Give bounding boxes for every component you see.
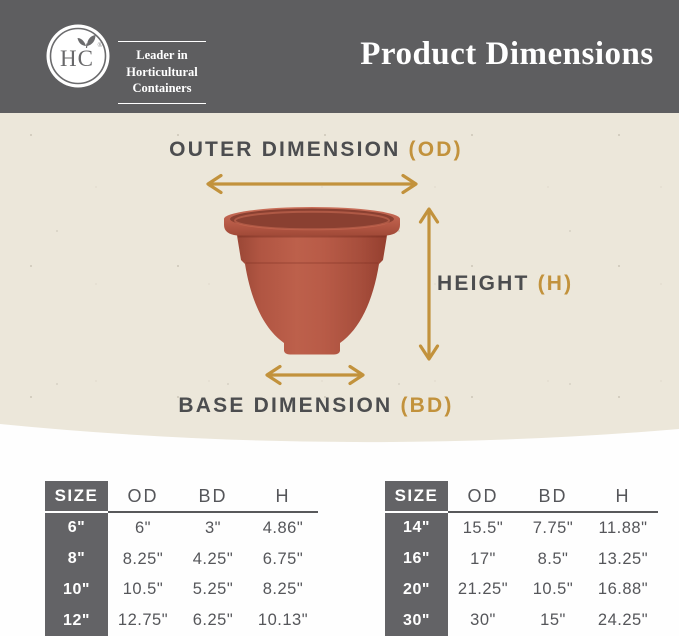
section-curve-divider (0, 421, 679, 445)
dimension-value: 10.5" (122, 580, 164, 599)
dimension-value: 10.5" (532, 580, 574, 599)
height-text: HEIGHT (437, 272, 530, 295)
dimension-value: 10.13" (257, 611, 309, 630)
table-header-row (45, 481, 318, 512)
dimension-value: 13.25" (597, 549, 649, 568)
dimension-value: 6.25" (192, 611, 234, 630)
dimension-value: 21.25" (457, 580, 509, 599)
dimension-value: 5.25" (192, 580, 234, 599)
column-header: H (248, 481, 318, 512)
hc-logo (46, 24, 110, 88)
dimension-value: 8.5" (537, 549, 569, 568)
outer-dimension-label (0, 138, 632, 162)
size-table-large (385, 481, 658, 636)
registered-mark: ® (97, 42, 103, 49)
base-dimension-abbr: (BD) (400, 394, 454, 417)
dimension-value: 12.75" (117, 611, 169, 630)
planter-pot-illustration (222, 204, 402, 360)
dimension-value: 4.25" (192, 549, 234, 568)
table-row (385, 605, 658, 636)
size-value: 8" (45, 544, 108, 575)
table-row (45, 605, 318, 636)
column-header: BD (518, 481, 588, 512)
size-table-small (45, 481, 318, 636)
size-value: 14" (385, 512, 448, 544)
size-column-header: SIZE (45, 481, 108, 512)
logo-tagline (118, 41, 206, 104)
tagline-line-3: Containers (132, 81, 192, 95)
base-dimension-text: BASE DIMENSION (178, 394, 393, 417)
column-header: BD (178, 481, 248, 512)
column-header: OD (108, 481, 178, 512)
size-value: 20" (385, 575, 448, 606)
dimension-value: 30" (470, 611, 496, 630)
table-row (385, 512, 658, 544)
dimension-value: 15.5" (462, 518, 504, 537)
table-row (45, 544, 318, 575)
height-label (437, 272, 637, 296)
dimension-diagram (0, 113, 679, 445)
dimension-value: 15" (540, 611, 566, 630)
table-row (45, 512, 318, 544)
page-title: Product Dimensions (360, 36, 654, 72)
outer-dimension-arrow (204, 172, 420, 196)
dimension-value: 8.25" (262, 580, 304, 599)
height-abbr: (H) (537, 272, 574, 295)
dimension-value: 6" (134, 518, 152, 537)
tagline-line-2: Horticultural (126, 64, 198, 79)
height-arrow (417, 205, 441, 363)
dimension-value: 11.88" (598, 518, 648, 537)
dimension-value: 7.75" (532, 518, 574, 537)
dimension-value: 3" (204, 518, 222, 537)
size-value: 12" (45, 605, 108, 636)
column-header: OD (448, 481, 518, 512)
dimension-value: 4.86" (262, 518, 304, 537)
column-header: H (588, 481, 658, 512)
size-value: 10" (45, 575, 108, 606)
table-row (385, 575, 658, 606)
size-column-header: SIZE (385, 481, 448, 512)
dimension-value: 8.25" (122, 549, 164, 568)
outer-dimension-text: OUTER DIMENSION (169, 138, 401, 161)
table-row (385, 544, 658, 575)
table-row (45, 575, 318, 606)
outer-dimension-abbr: (OD) (408, 138, 463, 161)
base-dimension-arrow (263, 363, 367, 387)
dimension-value: 17" (470, 549, 496, 568)
table-header-row (385, 481, 658, 512)
size-value: 30" (385, 605, 448, 636)
dimension-value: 16.88" (597, 580, 649, 599)
size-value: 16" (385, 544, 448, 575)
dimension-value: 24.25" (597, 611, 649, 630)
dimension-value: 6.75" (262, 549, 304, 568)
base-dimension-label (0, 394, 632, 418)
tagline-line-1: Leader in (136, 48, 188, 62)
header-banner (0, 0, 679, 113)
size-value: 6" (45, 512, 108, 544)
logo-monogram: HC (60, 46, 94, 71)
size-tables-section (0, 445, 679, 636)
